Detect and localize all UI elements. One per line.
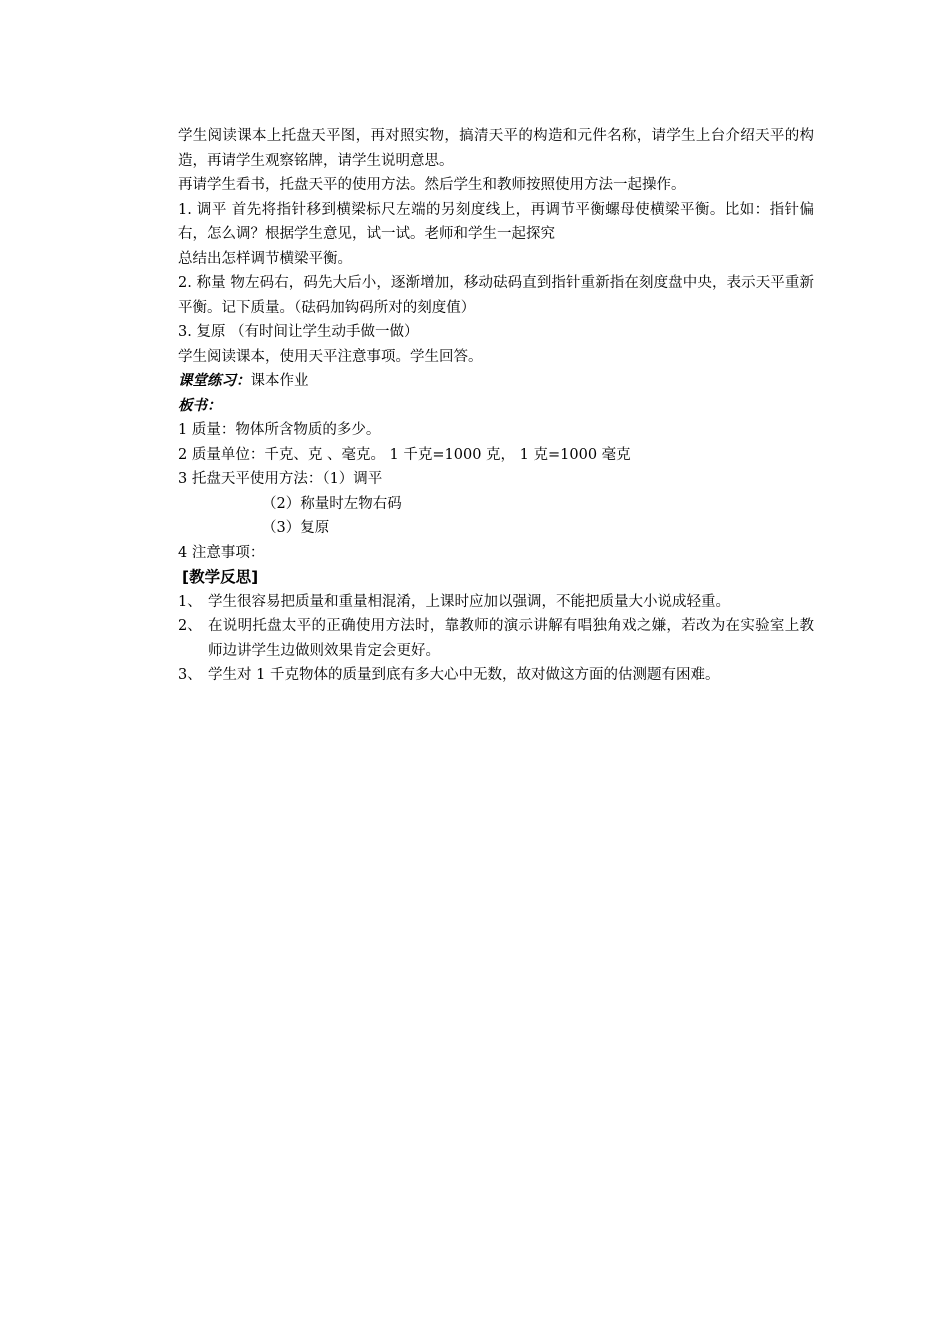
step-leveling: 1. 调平 首先将指针移到横梁标尺左端的另刻度线上，再调节平衡螺母使横梁平衡。比如：指针偏右，怎么调？根据学生意见，试一试。老师和学生一起探究: [178, 201, 814, 242]
board-label: 板书：: [178, 396, 222, 414]
board-line-mass: 1 质量：物体所含物质的多少。: [178, 422, 381, 438]
reflection-item-number: 2、: [178, 618, 202, 634]
board-line-notes: 4 注意事项：: [178, 544, 265, 561]
reflection-item-number: 1、: [178, 593, 202, 610]
step-weighing: 2. 称量 物左码右，码先大后小，逐渐增加，移动砝码直到指针重新指在刻度盘中央，表示天平重新平衡。记下质量。（砝码加钩码所对的刻度值）: [178, 275, 814, 316]
practice-label: 课堂练习：: [178, 372, 251, 389]
board-line-units: 2 质量单位：千克、克 、毫克。 1 千克=1000 克， 1 克=1000 毫克: [178, 446, 631, 463]
board-line-method-reset: （3）复原: [262, 520, 330, 536]
practice-text: 课本作业: [250, 373, 309, 389]
reflection-item-number: 3、: [178, 667, 202, 683]
reflection-item-text: 在说明托盘太平的正确使用方法时，靠教师的演示讲解有唱独角戏之嫌，若改为在实验室上教师边讲学生边做则效果肯定会更好。: [208, 618, 814, 659]
reflection-item-text: 学生很容易把质量和重量相混淆，上课时应加以强调，不能把质量大小说成轻重。: [208, 593, 730, 610]
step-leveling-summary: 总结出怎样调节横梁平衡。: [178, 250, 352, 267]
reflection-item-text: 学生对 1 千克物体的质量到底有多大心中无数，故对做这方面的估测题有困难。: [208, 667, 720, 683]
step-reset: 3. 复原 （有时间让学生动手做一做）: [178, 324, 419, 340]
practice-line: [178, 369, 814, 394]
paragraph-usage-method: 再请学生看书，托盘天平的使用方法。然后学生和教师按照使用方法一起操作。: [178, 177, 686, 193]
paragraph-balance-structure: 学生阅读课本上托盘天平图，再对照实物，搞清天平的构造和元件名称，请学生上台介绍天平的构造，再请学生观察铭牌，请学生说明意思。: [178, 128, 814, 169]
reflection-item: [178, 590, 814, 615]
reflection-item: [178, 614, 814, 663]
document-page: [178, 124, 814, 688]
board-line-method: 3 托盘天平使用方法：（1）调平: [178, 471, 383, 487]
reflection-heading: [教学反思]: [182, 568, 259, 586]
paragraph-precautions: 学生阅读课本，使用天平注意事项。学生回答。: [178, 348, 483, 365]
board-line-method-weigh: （2）称量时左物右码: [262, 495, 402, 512]
reflection-item: [178, 663, 814, 688]
